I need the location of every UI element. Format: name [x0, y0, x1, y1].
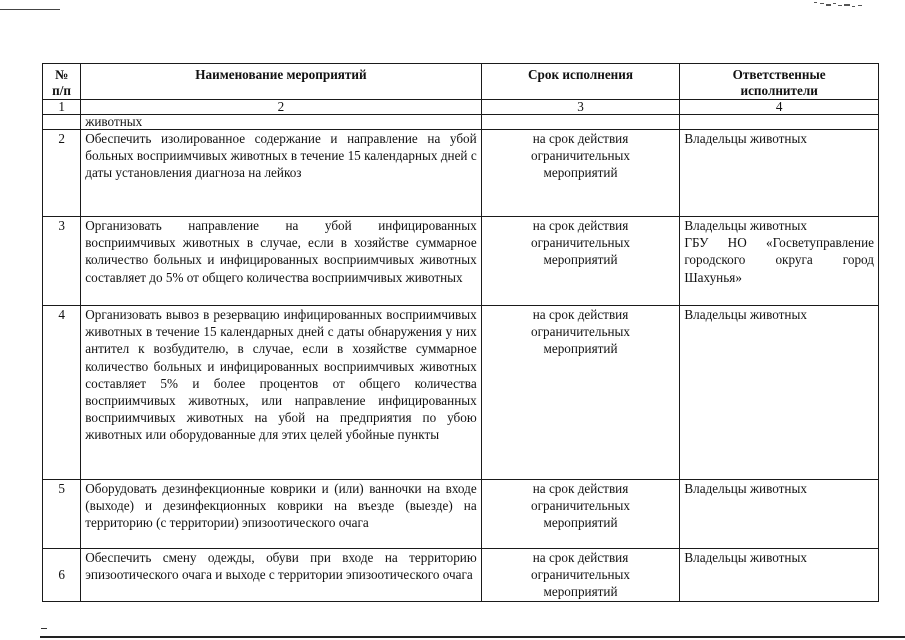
measure-name: Обеспечить смену одежды, обуви при входе на территорию эпизоотического очага и выходе с территории эпизоотического очага [81, 549, 481, 602]
measure-name: Организовать направление на убой инфицированных восприимчивых животных в случае, если в хозяйстве суммарное количество больных и инфицированных восприимчивых животных составляет до 5% от общего количества восприимчивых животных [81, 217, 481, 306]
deadline: на срок действия ограничительных мероприятий [481, 480, 680, 549]
table-row [43, 549, 879, 602]
row-number: 4 [43, 306, 81, 480]
column-index: 3 [481, 100, 680, 115]
deadline: на срок действия ограничительных мероприятий [481, 130, 680, 217]
row-number: 5 [43, 480, 81, 549]
continuation-text: животных [81, 115, 481, 130]
responsible: Владельцы животных [680, 130, 879, 217]
table-header-row [43, 64, 879, 100]
row-number: 2 [43, 130, 81, 217]
table-row [43, 130, 879, 217]
row-number: 6 [43, 549, 81, 602]
table-row [43, 480, 879, 549]
responsible: Владельцы животных [680, 480, 879, 549]
measure-name: Организовать вывоз в резервацию инфицированных восприимчивых животных в течение 15 календарных дней с даты обнаружения у них антител к возбудителю, в случае, если в хозяйстве суммарное количество больных и инфицированных восприимчивых животных составляет 5% и более процентов от общего количества восприимчивых животных, или направление инфицированных восприимчивых животных на убой на предприятия по убою животных или оборудованные для этих целей убойные пункты [81, 306, 481, 480]
column-index-row [43, 100, 879, 115]
column-index: 4 [680, 100, 879, 115]
column-index: 2 [81, 100, 481, 115]
measure-name: Оборудовать дезинфекционные коврики и (или) ванночки на входе (выходе) и дезинфекционных коврики на въезде (выезде) на территорию (с территории) эпизоотического очага [81, 480, 481, 549]
responsible: Владельцы животных [680, 306, 879, 480]
responsible: Владельцы животных [680, 549, 879, 602]
table-row [43, 217, 879, 306]
deadline: на срок действия ограничительных мероприятий [481, 549, 680, 602]
measure-name: Обеспечить изолированное содержание и направление на убой больных восприимчивых животных в течение 15 календарных дней с даты установления диагноза на лейкоз [81, 130, 481, 217]
header-deadline: Срок исполнения [481, 64, 680, 100]
measures-table [42, 63, 879, 602]
row-number: 3 [43, 217, 81, 306]
header-number: № п/п [43, 64, 81, 100]
column-index: 1 [43, 100, 81, 115]
continuation-row [43, 115, 879, 130]
responsible: Владельцы животных ГБУ НО «Госветуправление городского округа город Шахунья» [680, 217, 879, 306]
page-bottom-line [40, 636, 905, 638]
scan-artifact [810, 0, 870, 12]
deadline: на срок действия ограничительных мероприятий [481, 306, 680, 480]
scan-mark [41, 628, 47, 629]
header-responsible: Ответственные исполнители [680, 64, 879, 100]
scan-edge-line [0, 9, 60, 10]
table-row [43, 306, 879, 480]
deadline: на срок действия ограничительных мероприятий [481, 217, 680, 306]
header-measure-name: Наименование мероприятий [81, 64, 481, 100]
